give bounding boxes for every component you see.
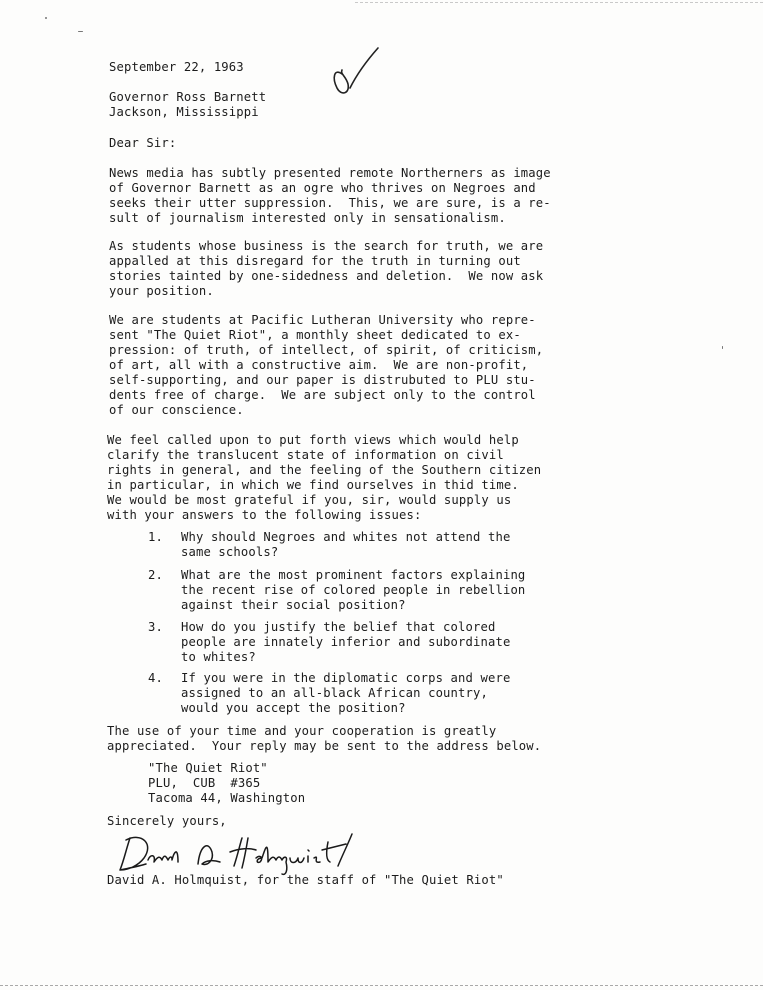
question-line: How do you justify the belief that colored — [181, 620, 496, 634]
paragraph-2-line: As students whose business is the search for truth, we are — [109, 239, 544, 253]
paragraph-4-line: in particular, in which we find ourselves in thid time. — [107, 478, 519, 492]
paragraph-3-line: of art, all with a constructive aim. We are non-profit, — [109, 358, 529, 372]
paragraph-3-line: self-supporting, and our paper is distrubuted to PLU stu- — [109, 373, 536, 387]
paragraph-1-line: News media has subtly presented remote Northerners as image — [109, 166, 551, 180]
scan-speck — [722, 346, 723, 349]
paragraph-3-line: sent "The Quiet Riot", a monthly sheet dedicated to ex- — [109, 328, 521, 342]
salutation: Dear Sir: — [109, 136, 177, 150]
scan-speck — [78, 31, 83, 32]
handwritten-signature — [116, 826, 366, 878]
question-number: 3. — [148, 620, 163, 634]
recipient-name: Governor Ross Barnett — [109, 90, 267, 104]
paragraph-1-line: of Governor Barnett as an ogre who thrives on Negroes and — [109, 181, 536, 195]
paragraph-3-line: We are students at Pacific Lutheran University who repre- — [109, 313, 536, 327]
signer-line: David A. Holmquist, for the staff of "The Quiet Riot" — [107, 873, 504, 887]
handwritten-check-mark — [328, 44, 388, 110]
paragraph-3-line: dents free of charge. We are subject only to the control — [109, 388, 536, 402]
question-line: Why should Negroes and whites not attend the — [181, 530, 511, 544]
closing-paragraph-line: The use of your time and your cooperation is greatly — [107, 724, 497, 738]
scan-edge-top — [355, 2, 763, 3]
paragraph-2-line: stories tainted by one-sidedness and deletion. We now ask — [109, 269, 544, 283]
scan-speck — [45, 17, 47, 19]
paragraph-3-line: pression: of truth, of intellect, of spirit, of criticism, — [109, 343, 544, 357]
closing: Sincerely yours, — [107, 814, 227, 828]
return-address-line: PLU, CUB #365 — [148, 776, 261, 790]
paragraph-4-line: clarify the translucent state of information on civil — [107, 448, 504, 462]
paragraph-4-line: We feel called upon to put forth views which would help — [107, 433, 519, 447]
scan-edge-bottom — [0, 985, 763, 986]
paragraph-4-line: rights in general, and the feeling of the Southern citizen — [107, 463, 542, 477]
question-line: people are innately inferior and subordinate — [181, 635, 511, 649]
question-number: 2. — [148, 568, 163, 582]
question-line: to whites? — [181, 650, 256, 664]
paragraph-2-line: your position. — [109, 284, 214, 298]
recipient-location: Jackson, Mississippi — [109, 105, 259, 119]
paragraph-1-line: seeks their utter suppression. This, we are sure, is a re- — [109, 196, 551, 210]
return-address-line: "The Quiet Riot" — [148, 761, 268, 775]
paragraph-1-line: sult of journalism interested only in sensationalism. — [109, 211, 506, 225]
return-address-line: Tacoma 44, Washington — [148, 791, 306, 805]
question-line: What are the most prominent factors explaining — [181, 568, 526, 582]
paragraph-3-line: of our conscience. — [109, 403, 244, 417]
question-number: 4. — [148, 671, 163, 685]
closing-paragraph-line: appreciated. Your reply may be sent to the address below. — [107, 739, 542, 753]
question-line: the recent rise of colored people in rebellion — [181, 583, 526, 597]
question-line: against their social position? — [181, 598, 406, 612]
paragraph-2-line: appalled at this disregard for the truth in turning out — [109, 254, 521, 268]
paragraph-4-line: with your answers to the following issues: — [107, 508, 422, 522]
question-line: same schools? — [181, 545, 279, 559]
letter-date: September 22, 1963 — [109, 60, 244, 74]
paragraph-4-line: We would be most grateful if you, sir, would supply us — [107, 493, 512, 507]
question-line: If you were in the diplomatic corps and were — [181, 671, 511, 685]
question-line: would you accept the position? — [181, 701, 406, 715]
question-line: assigned to an all-black African country, — [181, 686, 488, 700]
question-number: 1. — [148, 530, 163, 544]
